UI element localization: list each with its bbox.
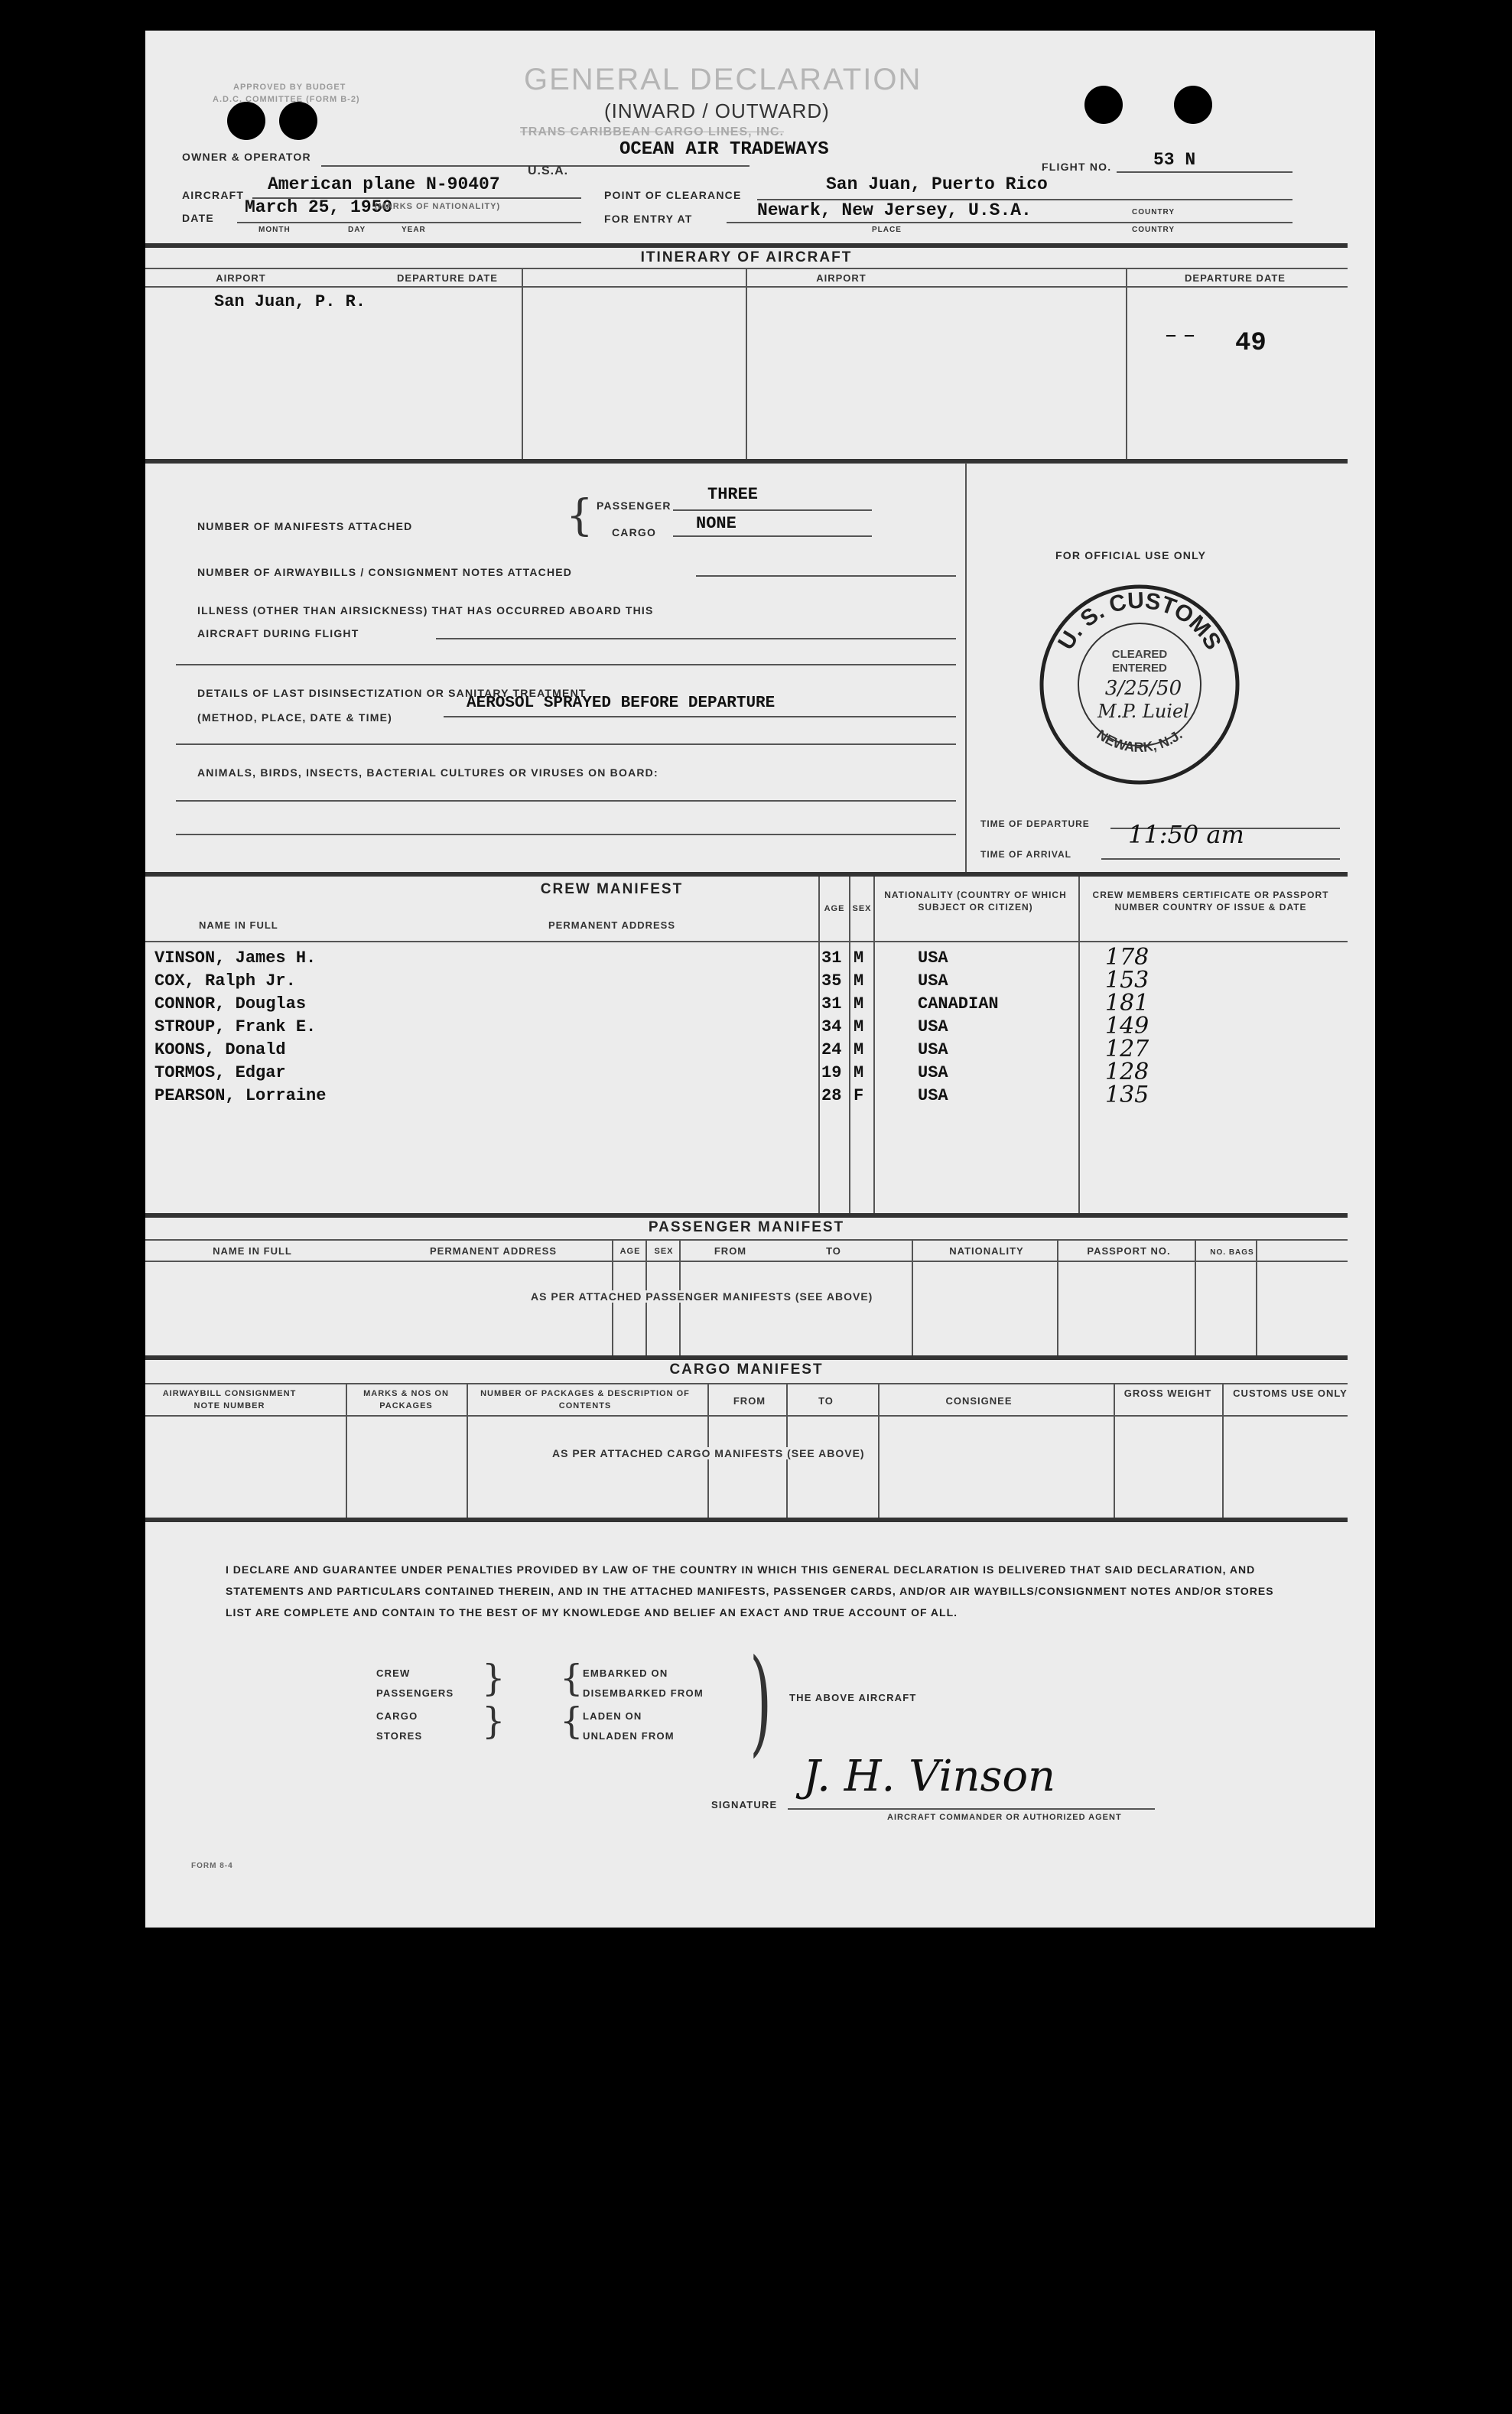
cargo-col-customs: CUSTOMS USE ONLY	[1233, 1388, 1348, 1399]
crew-sex: M	[854, 948, 864, 968]
itin-dash-mark: — —	[1166, 327, 1195, 345]
stamp-bottom-text: NEWARK, N.J.	[1094, 727, 1185, 755]
crew-age: 31	[821, 948, 842, 968]
crew-age: 31	[821, 994, 842, 1013]
owner-label: OWNER & OPERATOR	[182, 151, 311, 163]
decl-unladen: UNLADEN FROM	[583, 1730, 675, 1742]
animals-underline	[176, 800, 956, 802]
crew-nationality: USA	[918, 1040, 948, 1059]
owner-struck-text: TRANS CARIBBEAN CARGO LINES, INC.	[520, 125, 785, 138]
illness-label-1: ILLNESS (OTHER THAN AIRSICKNESS) THAT HAS OCCURRED ABOARD THIS	[197, 604, 654, 617]
passenger-label: PASSENGER	[597, 499, 671, 512]
itin-col-departure-1: DEPARTURE DATE	[397, 272, 498, 284]
crew-age: 24	[821, 1040, 842, 1059]
cargo-vline-7	[1222, 1383, 1224, 1518]
commander-label: AIRCRAFT COMMANDER OR AUTHORIZED AGENT	[887, 1813, 1122, 1822]
form-number: FORM 8-4	[191, 1862, 233, 1870]
cargo-col-from: FROM	[733, 1395, 766, 1407]
passenger-value: THREE	[707, 485, 759, 504]
crew-age: 19	[821, 1063, 842, 1082]
itin-vline-1	[522, 268, 523, 459]
itin-airport-value: San Juan, P. R.	[214, 292, 366, 311]
signature-underline	[788, 1808, 1155, 1810]
pax-vline-7	[1256, 1239, 1257, 1355]
manifests-attached-label: NUMBER OF MANIFESTS ATTACHED	[197, 520, 413, 532]
disinsect-underline	[444, 716, 956, 717]
illness-underline-2	[176, 664, 956, 665]
cargo-title: CARGO MANIFEST	[669, 1362, 824, 1378]
stamp-date: 3/25/50	[1104, 677, 1182, 700]
manifests-brace: {	[566, 491, 593, 541]
crew-sex: M	[854, 1017, 864, 1036]
itin-vline-3	[1126, 268, 1127, 459]
crew-sex: M	[854, 1040, 864, 1059]
punch-hole-left-2	[279, 102, 317, 140]
cargo-vline-2	[467, 1383, 468, 1518]
crew-col-nationality: NATIONALITY (COUNTRY OF WHICH SUBJECT OR CITIZEN)	[884, 890, 1067, 913]
stamp-line-1: CLEARED	[1111, 648, 1168, 661]
approval-line-2: A.D.C. COMMITTEE (FORM B-2)	[213, 95, 360, 104]
entry-value: Newark, New Jersey, U.S.A.	[757, 200, 1032, 220]
country-caption-2: COUNTRY	[1132, 226, 1175, 234]
aircraft-value: American plane N-90407	[268, 174, 500, 194]
entry-label: FOR ENTRY AT	[604, 213, 693, 225]
crew-name: VINSON, James H.	[154, 948, 317, 968]
passenger-top-rule	[145, 1213, 1348, 1218]
pax-vline-4	[912, 1239, 913, 1355]
crew-cert: 127	[1105, 1036, 1149, 1062]
crew-vline-age	[818, 877, 820, 1213]
decl-stores: STORES	[376, 1730, 423, 1742]
cargo-vline-5	[878, 1383, 880, 1518]
itin-col-airport-2: AIRPORT	[816, 272, 867, 284]
cargo-vline-1	[346, 1383, 347, 1518]
cargo-col-consignee: CONSIGNEE	[945, 1395, 1013, 1407]
cargo-note: AS PER ATTACHED CARGO MANIFESTS (SEE ABOVE)	[549, 1447, 868, 1459]
decl-above-aircraft: THE ABOVE AIRCRAFT	[789, 1692, 917, 1703]
time-arrival-value: 11:50 am	[1128, 820, 1244, 849]
crew-sex: M	[854, 1063, 864, 1082]
crew-sex: F	[854, 1086, 864, 1105]
pax-col-sex: SEX	[654, 1247, 674, 1256]
time-arrival-underline	[1101, 858, 1340, 860]
pax-note: AS PER ATTACHED PASSENGER MANIFESTS (SEE ABOVE)	[528, 1290, 876, 1303]
crew-col-age: AGE	[824, 904, 845, 913]
pax-col-name: NAME IN FULL	[213, 1245, 292, 1257]
crew-cert: 135	[1105, 1082, 1149, 1108]
official-use-label: FOR OFFICIAL USE ONLY	[1055, 549, 1207, 561]
stamp-line-2: ENTERED	[1112, 662, 1167, 675]
animals-label: ANIMALS, BIRDS, INSECTS, BACTERIAL CULTURES OR VIRUSES ON BOARD:	[197, 766, 658, 779]
cargo-vline-6	[1114, 1383, 1115, 1518]
decl-laden: LADEN ON	[583, 1710, 642, 1722]
crew-nationality: USA	[918, 948, 948, 968]
crew-nationality: CANADIAN	[918, 994, 999, 1013]
crew-col-sex: SEX	[852, 904, 872, 913]
decl-crew: CREW	[376, 1667, 411, 1679]
crew-nationality: USA	[918, 1086, 948, 1105]
crew-age: 28	[821, 1086, 842, 1105]
cargo-col-airwaybill: AIRWAYBILL CONSIGNMENT NOTE NUMBER	[162, 1389, 297, 1410]
passenger-rule-3	[145, 1261, 1348, 1262]
itin-number-mark: 49	[1235, 329, 1267, 358]
year-caption: YEAR	[402, 226, 426, 234]
crew-top-rule	[145, 872, 1348, 877]
cargo-rule-3	[145, 1415, 1348, 1417]
cargo-col-weight: GROSS WEIGHT	[1123, 1388, 1212, 1399]
day-caption: DAY	[348, 226, 366, 234]
cargo-underline	[673, 535, 872, 537]
clearance-value: San Juan, Puerto Rico	[826, 174, 1048, 194]
animals-underline-2	[176, 834, 956, 835]
flight-underline	[1117, 171, 1293, 173]
decl-embarked: EMBARKED ON	[583, 1667, 668, 1679]
signature-label: SIGNATURE	[711, 1799, 778, 1810]
itin-vline-2	[746, 268, 747, 459]
disinsect-value: AEROSOL SPRAYED BEFORE DEPARTURE	[467, 695, 776, 712]
crew-vline-cert	[1078, 877, 1080, 1213]
time-arrival-label: TIME OF ARRIVAL	[980, 849, 1071, 860]
punch-hole-right-1	[1084, 86, 1123, 124]
decl-brace-2: }	[482, 1700, 506, 1742]
punch-hole-left-1	[227, 102, 265, 140]
pax-col-address: PERMANENT ADDRESS	[429, 1245, 558, 1257]
crew-cert: 153	[1105, 967, 1149, 994]
crew-name: PEARSON, Lorraine	[154, 1086, 327, 1105]
date-label: DATE	[182, 212, 214, 224]
form-subtitle: (INWARD / OUTWARD)	[604, 99, 830, 122]
passenger-title: PASSENGER MANIFEST	[648, 1219, 845, 1235]
crew-sex: M	[854, 994, 864, 1013]
cargo-rule-2	[145, 1383, 1348, 1384]
crew-name: CONNOR, Douglas	[154, 994, 307, 1013]
airwaybills-label: NUMBER OF AIRWAYBILLS / CONSIGNMENT NOTES ATTACHED	[197, 566, 573, 578]
decl-disembarked: DISEMBARKED FROM	[583, 1687, 704, 1699]
crew-col-address: PERMANENT ADDRESS	[548, 919, 676, 931]
place-caption: PLACE	[872, 226, 902, 234]
pax-col-nationality: NATIONALITY	[949, 1245, 1024, 1257]
crew-title: CREW MANIFEST	[540, 881, 684, 897]
cargo-col-marks: MARKS & NOS ON PACKAGES	[363, 1389, 449, 1410]
decl-brace-3: {	[560, 1657, 584, 1700]
entry-underline	[727, 222, 1293, 223]
date-value: March 25, 1950	[245, 197, 393, 217]
country-caption: COUNTRY	[1132, 208, 1175, 216]
crew-cert: 149	[1105, 1013, 1149, 1039]
decl-cargo: CARGO	[376, 1710, 418, 1722]
aircraft-country: U.S.A.	[528, 164, 569, 177]
crew-name: STROUP, Frank E.	[154, 1017, 317, 1036]
crew-cert: 128	[1105, 1059, 1149, 1085]
pax-col-passport: PASSPORT NO.	[1087, 1245, 1171, 1257]
marks-caption: (MARKS OF NATIONALITY)	[375, 202, 501, 211]
owner-value: OCEAN AIR TRADEWAYS	[619, 139, 829, 160]
itinerary-top-rule	[145, 243, 1348, 248]
pax-vline-5	[1057, 1239, 1058, 1355]
cargo-col-packages: NUMBER OF PACKAGES & DESCRIPTION OF CONTENTS	[480, 1389, 690, 1410]
crew-sex: M	[854, 971, 864, 991]
airwaybills-underline	[696, 575, 956, 577]
decl-brace-4: {	[560, 1700, 584, 1742]
pax-col-age: AGE	[619, 1247, 641, 1256]
declaration-form	[145, 31, 1375, 1928]
stamp-top-text: U. S. CUSTOMS	[1053, 587, 1226, 655]
form-title: GENERAL DECLARATION	[524, 63, 922, 96]
cargo-label: CARGO	[612, 526, 657, 538]
crew-col-name: NAME IN FULL	[199, 919, 278, 931]
crew-nationality: USA	[918, 971, 948, 991]
crew-age: 34	[821, 1017, 842, 1036]
illness-label-2: AIRCRAFT DURING FLIGHT	[197, 627, 359, 639]
decl-passengers: PASSENGERS	[376, 1687, 454, 1699]
stamp-sign: M.P. Luiel	[1097, 701, 1189, 722]
official-divider	[965, 463, 967, 872]
crew-cert: 181	[1105, 990, 1149, 1017]
crew-nationality: USA	[918, 1063, 948, 1082]
decl-big-brace: )	[749, 1635, 772, 1768]
crew-header-rule	[145, 941, 1348, 942]
cargo-bottom-rule	[145, 1518, 1348, 1522]
pax-vline-6	[1195, 1239, 1196, 1355]
crew-nationality: USA	[918, 1017, 948, 1036]
punch-hole-right-2	[1174, 86, 1212, 124]
itin-col-airport-1: AIRPORT	[216, 272, 266, 284]
clearance-label: POINT OF CLEARANCE	[604, 189, 742, 201]
passenger-rule-2	[145, 1239, 1348, 1241]
signature-value: J. H. Vinson	[803, 1752, 1056, 1801]
manifest-block-top-rule	[145, 459, 1348, 464]
crew-vline-sex	[849, 877, 850, 1213]
crew-vline-nat	[873, 877, 875, 1213]
pax-col-bags: NO. BAGS	[1210, 1248, 1254, 1257]
crew-name: KOONS, Donald	[154, 1040, 286, 1059]
crew-col-certificate: CREW MEMBERS CERTIFICATE OR PASSPORT NUMBER COUNTRY OF ISSUE & DATE	[1092, 890, 1329, 913]
approval-line-1: APPROVED BY BUDGET	[233, 83, 346, 92]
pax-col-from: FROM	[714, 1245, 747, 1257]
time-departure-label: TIME OF DEPARTURE	[980, 818, 1090, 829]
disinsect-underline-2	[176, 743, 956, 745]
disinsect-label-1: DETAILS OF LAST DISINSECTIZATION OR SANITARY TREATMENT	[197, 687, 587, 699]
crew-name: COX, Ralph Jr.	[154, 971, 296, 991]
itinerary-title: ITINERARY OF AIRCRAFT	[640, 249, 853, 265]
crew-name: TORMOS, Edgar	[154, 1063, 286, 1082]
customs-stamp	[1036, 581, 1243, 788]
flight-value: 53 N	[1153, 150, 1196, 170]
passenger-underline	[673, 509, 872, 511]
illness-underline-1	[436, 638, 956, 639]
disinsect-label-2: (METHOD, PLACE, DATE & TIME)	[197, 711, 392, 724]
month-caption: MONTH	[259, 226, 291, 234]
crew-age: 35	[821, 971, 842, 991]
date-underline	[237, 222, 581, 223]
flight-label: FLIGHT NO.	[1042, 161, 1112, 173]
cargo-col-to: TO	[818, 1395, 834, 1407]
declaration-text: I DECLARE AND GUARANTEE UNDER PENALTIES PROVIDED BY LAW OF THE COUNTRY IN WHICH THIS GENERAL DECLARATION IS DELIVERED THAT SAID DECLARATION, AND STATEMENTS AND PARTICULARS CONTAINED THEREIN, AND IN THE ATTACHED MANIFESTS, PASSENGER CARDS, AND/OR AIR WAYBILLS/CONSIGNMENT NOTES AND/OR STORES LIST ARE COMPLETE AND CONTAIN TO THE BEST OF MY KNOWLEDGE AND BELIEF AN EXACT AND TRUE ACCOUNT OF ALL.	[226, 1563, 1274, 1619]
cargo-top-rule	[145, 1355, 1348, 1360]
cargo-value: NONE	[696, 514, 736, 533]
itin-col-departure-2: DEPARTURE DATE	[1185, 272, 1286, 284]
decl-brace-1: }	[482, 1657, 506, 1700]
aircraft-label: AIRCRAFT	[182, 189, 245, 201]
crew-cert: 178	[1105, 944, 1149, 971]
pax-col-to: TO	[826, 1245, 841, 1257]
